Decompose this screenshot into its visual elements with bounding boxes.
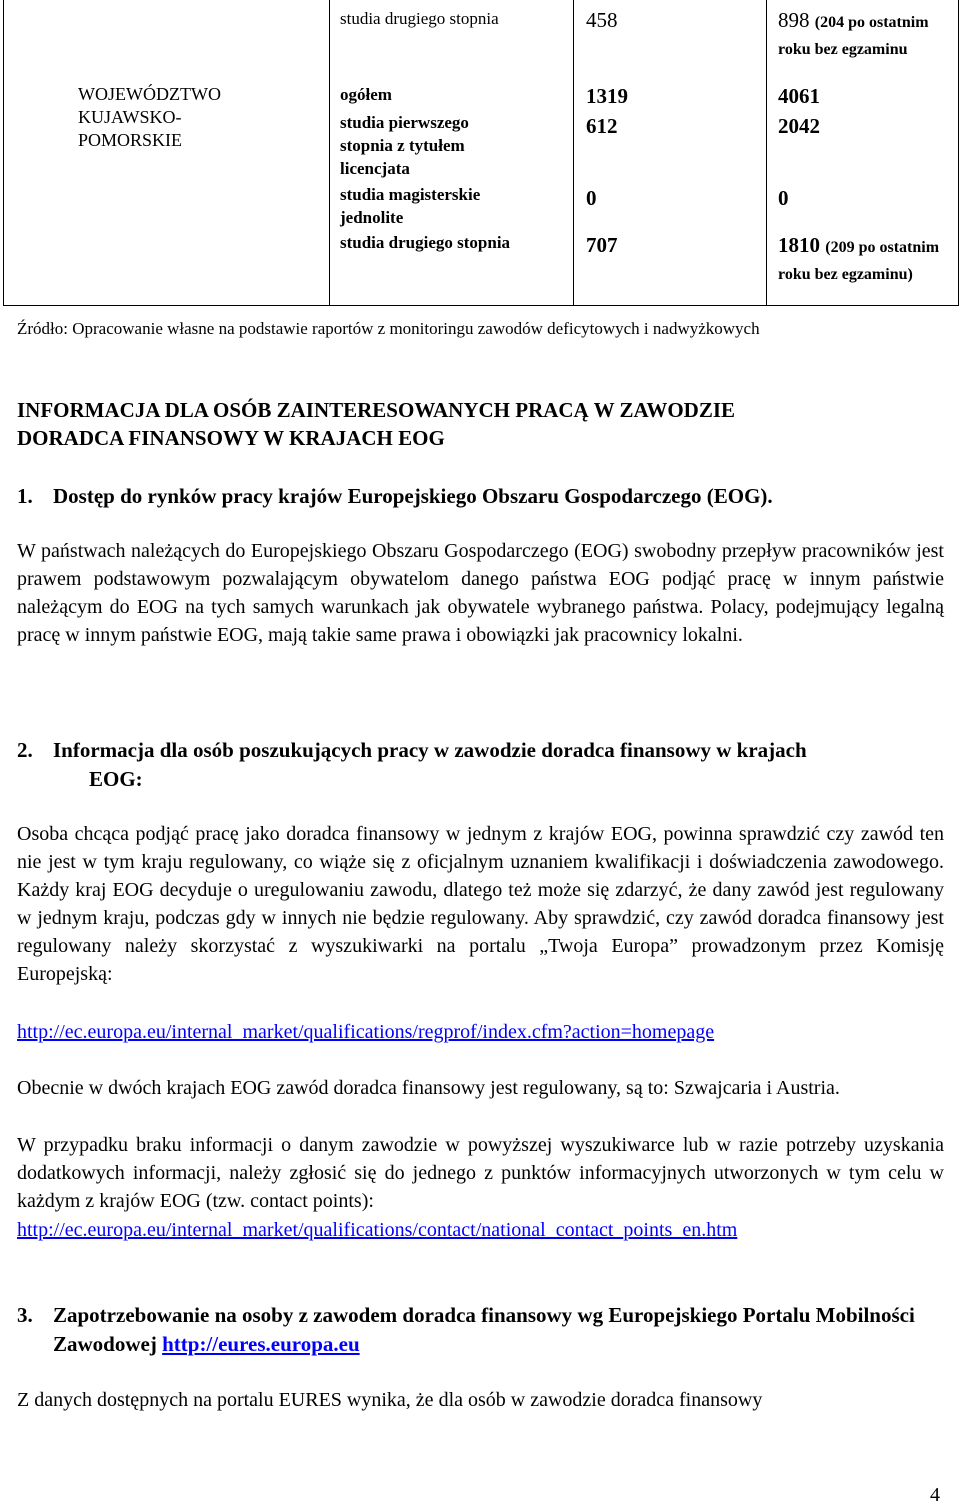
table-cell-value: 0 [586,186,597,210]
section-1-title [17,482,947,511]
section-title-text: Informacja dla osób poszukujących pracy w zawodzie doradca finansowy w krajach [53,738,807,762]
table-border-divider [329,0,330,306]
table-cell-value: 0 [778,186,789,210]
info-heading-line-1: INFORMACJA DLA OSÓB ZAINTERESOWANYCH PRACĄ W ZAWODZIE [17,398,735,422]
section-2-paragraph-3: W przypadku braku informacji o danym zawodzie w powyższej wyszukiwarce lub w razie potrzeby uzyskania dodatkowych informacji, należy zgłosić się do jednego z punktów informacyjnych utworzonych w tym celu w każdym z krajów EOG (tzw. contact points): [17,1134,944,1212]
table-border-right [958,0,959,306]
section-number: 3. [17,1303,33,1327]
table-cell-value: 707 [586,233,618,257]
value-number: 1810 [778,233,820,257]
region-name: WOJEWÓDZTWO KUJAWSKO-POMORSKIE [78,84,221,150]
section-2-title-continuation: EOG: [89,767,143,791]
table-row-label: ogółem [340,85,392,104]
section-2-paragraph-2: Obecnie w dwóch krajach EOG zawód doradca finansowy jest regulowany, są to: Szwajcaria i Austria. [17,1077,840,1099]
table-cell-value: 612 [586,114,618,138]
section-1-paragraph: W państwach należących do Europejskiego Obszaru Gospodarczego (EOG) swobodny przepływ pracowników jest prawem podstawowym pozwalającym obywatelom danego państwa EOG podjąć pracę w innym państwie należącym do EOG na tych samych warunkach jak obywatele wybranego państwa. Polacy, podejmujący legalną pracę w innym państwie EOG, mają takie same prawa i obowiązki jak pracownicy lokalni. [17,540,944,646]
table-cell-value: 1319 [586,84,628,108]
table-col-divider-1 [573,0,574,306]
table-row-label: studia drugiego stopnia [340,233,511,252]
regprof-link[interactable]: http://ec.europa.eu/internal_market/qualifications/regprof/index.cfm?action=homepage [17,1021,715,1043]
section-number: 2. [17,738,33,762]
table-cell-value: 2042 [778,114,820,138]
table-col-divider-2 [766,0,767,306]
section-2-title [17,736,947,765]
table-row-label: studia pierwszego stopnia z tytułem licencjata [340,113,469,178]
section-2-paragraph-1: Osoba chcąca podjąć pracę jako doradca finansowy w jednym z krajów EOG, powinna sprawdzić czy zawód ten nie jest w tym kraju regulowany, co wiąże się z oficjalnym uznaniem kwalifikacji i doświadczenia zawodowego. Każdy kraj EOG decyduje o uregulowaniu zawodu, dlatego też może się zdarzyć, że dany zawód jest regulowany w jednym kraju, podczas gdy w innych nie będzie regulowany. Aby sprawdzić, czy zawód doradca finansowy jest regulowany należy skorzystać z wyszukiwarki na portalu „Twoja Europa” prowadzonym przez Komisję Europejską: [17,823,944,985]
info-heading-line-2: DORADCA FINANSOWY W KRAJACH EOG [17,426,445,450]
section-number: 1. [17,484,33,508]
table-row-label: studia magisterskie jednolite [340,185,481,227]
table-source-note: Źródło: Opracowanie własne na podstawie raportów z monitoringu zawodów deficytowych i nadwyżkowych [17,319,760,338]
value-number: 898 [778,8,810,32]
table-cell-value: 458 [586,8,618,32]
table-cell-value [778,8,958,62]
statistics-table [0,0,960,307]
section-title-text: Zapotrzebowanie na osoby z zawodem doradca finansowy wg Europejskiego Portalu Mobilności Zawodowej [53,1303,915,1356]
table-cell-value: 4061 [778,84,820,108]
contact-points-link[interactable]: http://ec.europa.eu/internal_market/qualifications/contact/national_contact_points_en.htm [17,1219,738,1241]
eures-link[interactable]: http://eures.europa.eu [162,1332,360,1356]
value-note: (209 po ostatnim roku bez egzaminu) [778,239,940,283]
value-note: (204 po ostatnim roku bez egzaminu [778,14,929,58]
page-number: 4 [930,1484,940,1506]
table-border-bottom [3,305,959,306]
section-3-title [17,1301,953,1359]
table-cell-value [778,233,958,287]
table-row-label: studia drugiego stopnia [340,9,499,28]
section-title-text: Dostęp do rynków pracy krajów Europejskiego Obszaru Gospodarczego (EOG). [53,484,773,508]
section-3-paragraph: Z danych dostępnych na portalu EURES wynika, że dla osób w zawodzie doradca finansowy [17,1389,763,1411]
table-border-left [3,0,4,306]
